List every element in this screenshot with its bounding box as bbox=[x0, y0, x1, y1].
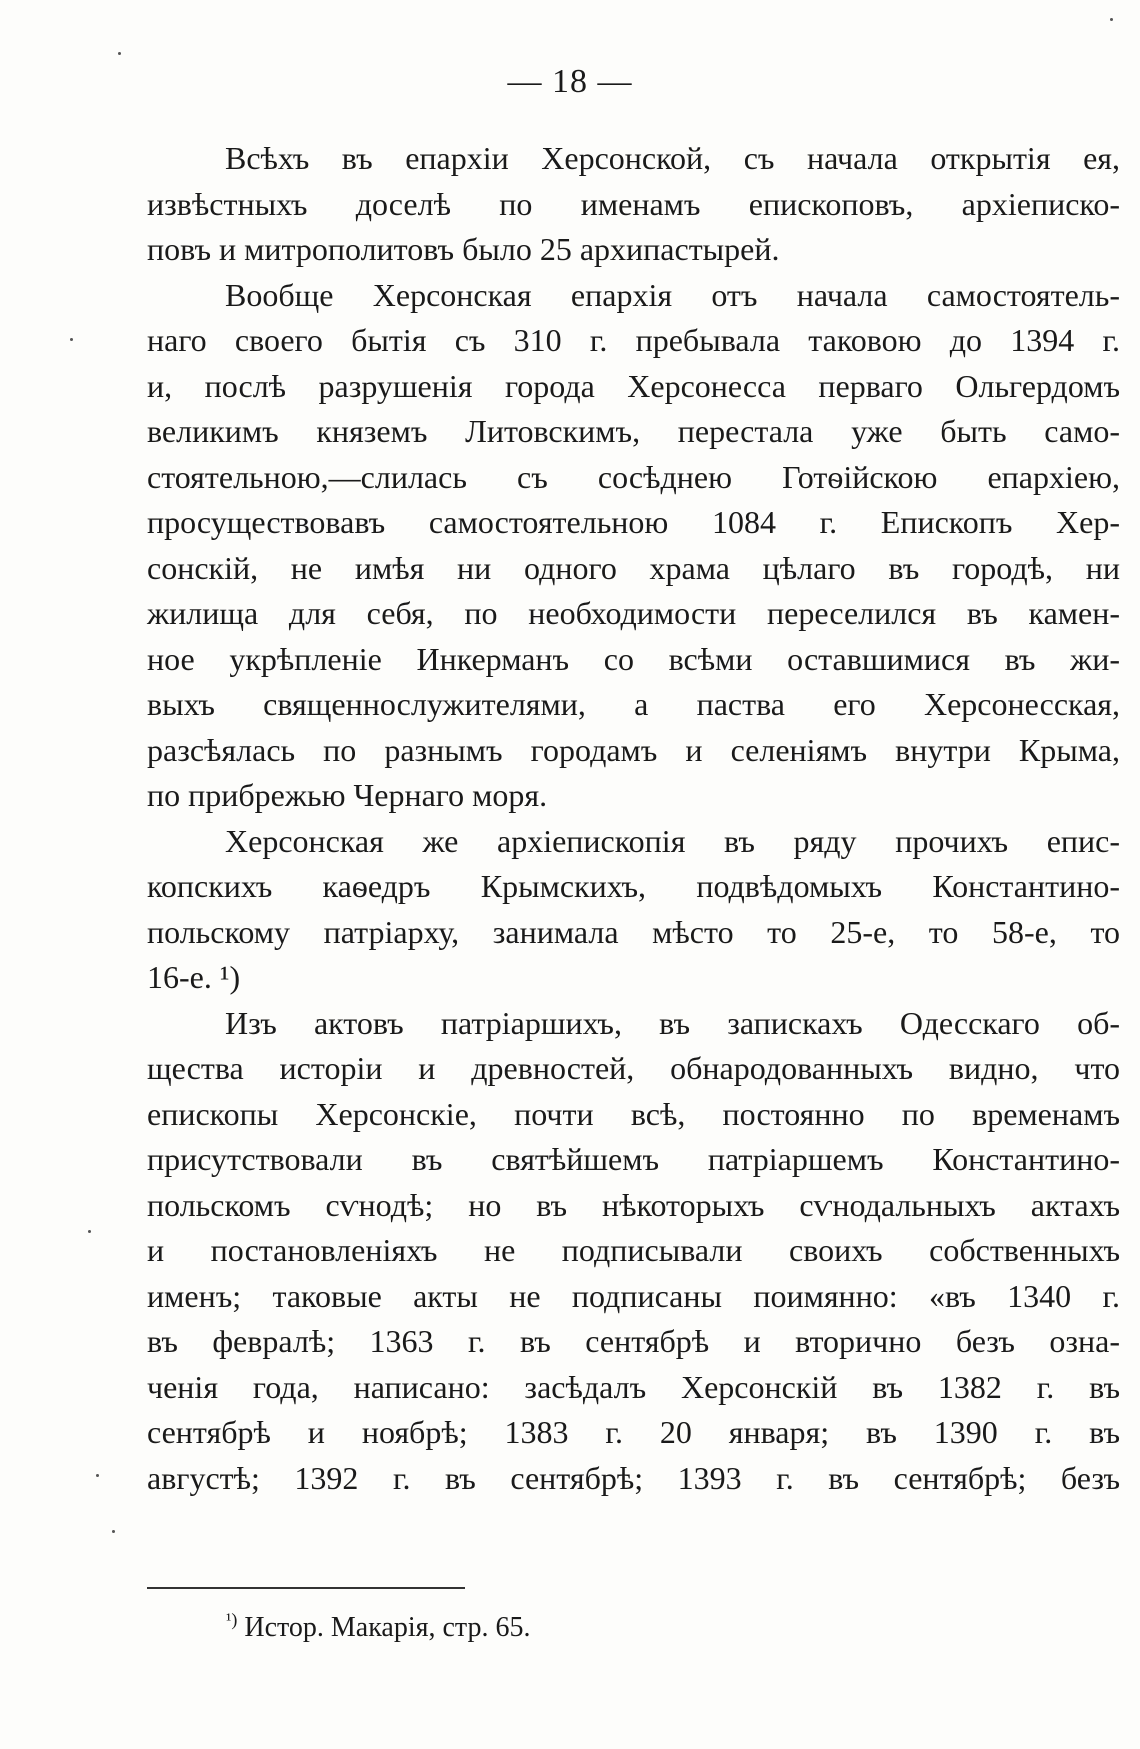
text-line: просуществовавъ самостоятельною 1084 г. Епископъ Хер- bbox=[147, 504, 1120, 540]
text-line: польскомъ сѵнодѣ; но въ нѣкоторыхъ сѵнодальныхъ актахъ bbox=[147, 1186, 1120, 1223]
text-line: стоятельною,—слилась съ сосѣднею Готѳійскою епархіею, bbox=[147, 458, 1120, 495]
text-line: жилища для себя, по необходимости переселился въ камен- bbox=[147, 595, 1120, 631]
paragraph-1 bbox=[147, 136, 1120, 273]
paragraph-3 bbox=[147, 819, 1120, 1001]
text-line: и, послѣ разрушенія города Херсонесса перваго Ольгердомъ bbox=[147, 367, 1120, 404]
scan-speck bbox=[1110, 18, 1113, 21]
text-line: именъ; таковые акты не подписаны поимянно: «въ 1340 г. bbox=[147, 1277, 1120, 1314]
page-number: — 18 — bbox=[507, 63, 633, 100]
paragraph-4 bbox=[147, 1001, 1120, 1502]
text-line: августѣ; 1392 г. въ сентябрѣ; 1393 г. въ сентябрѣ; безъ bbox=[147, 1459, 1120, 1496]
footnote-marker: ¹) bbox=[226, 1609, 238, 1630]
text-line: Изъ актовъ патріаршихъ, въ запискахъ Одесскаго об- bbox=[225, 1004, 1120, 1041]
text-line: наго своего бытія съ 310 г. пребывала таковою до 1394 г. bbox=[147, 322, 1120, 358]
paragraph-2 bbox=[147, 273, 1120, 819]
text-line: сентябрѣ и ноябрѣ; 1383 г. 20 января; въ 1390 г. въ bbox=[147, 1414, 1120, 1450]
scan-speck bbox=[112, 1530, 115, 1533]
text-line: извѣстныхъ доселѣ по именамъ епископовъ, архіеписко- bbox=[147, 185, 1120, 222]
text-line: ченія года, написано: засѣдалъ Херсонскій въ 1382 г. въ bbox=[147, 1368, 1120, 1405]
text-line: сонскій, не имѣя ни одного храма цѣлаго въ городѣ, ни bbox=[147, 549, 1120, 586]
text-line: повъ и митрополитовъ было 25 архипастырей. bbox=[147, 231, 780, 267]
scan-speck bbox=[118, 52, 121, 55]
footnote-text: Истор. Макарія, стр. 65. bbox=[244, 1612, 531, 1643]
scan-speck bbox=[70, 338, 73, 341]
text-line: копскихъ каѳедръ Крымскихъ, подвѣдомыхъ Константино- bbox=[147, 868, 1120, 904]
scan-speck bbox=[96, 1474, 99, 1477]
text-line: присутствовали въ святѣйшемъ патріаршемъ Константино- bbox=[147, 1141, 1120, 1177]
text-line: въ февралѣ; 1363 г. въ сентябрѣ и вторично безъ озна- bbox=[147, 1323, 1120, 1359]
text-line: выхъ священнослужителями, а паства его Херсонесская, bbox=[147, 686, 1120, 722]
footnote bbox=[226, 1611, 531, 1645]
text-line: епископы Херсонскіе, почти всѣ, постоянно по временамъ bbox=[147, 1095, 1120, 1132]
body-text bbox=[147, 136, 1120, 1501]
text-line: 16-е. ¹) bbox=[147, 959, 241, 995]
text-line: Херсонская же архіепископія въ ряду прочихъ епис- bbox=[225, 822, 1120, 859]
text-line: по прибрежью Чернаго моря. bbox=[147, 777, 548, 813]
text-line: польскому патріарху, занимала мѣсто то 25-е, то 58-е, то bbox=[147, 913, 1120, 950]
text-line: разсѣялась по разнымъ городамъ и селеніямъ внутри Крыма, bbox=[147, 731, 1120, 768]
text-line: щества исторіи и древностей, обнародованныхъ видно, что bbox=[147, 1050, 1120, 1086]
text-line: Всѣхъ въ епархіи Херсонской, съ начала открытія ея, bbox=[225, 140, 1120, 176]
text-line: Вообще Херсонская епархія отъ начала самостоятель- bbox=[225, 276, 1120, 313]
text-line: и постановленіяхъ не подписывали своихъ собственныхъ bbox=[147, 1232, 1120, 1268]
text-line: ное укрѣпленіе Инкерманъ со всѣми оставшимися въ жи- bbox=[147, 640, 1120, 677]
scan-speck bbox=[88, 1230, 91, 1233]
footnote-divider bbox=[147, 1587, 465, 1589]
text-line: великимъ княземъ Литовскимъ, перестала уже быть само- bbox=[147, 413, 1120, 449]
